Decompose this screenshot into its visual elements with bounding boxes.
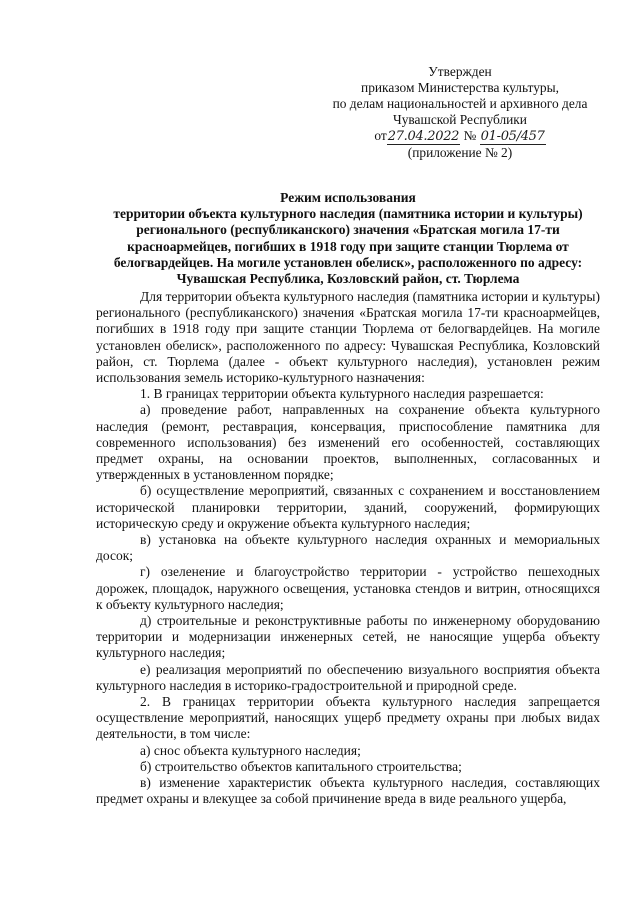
section-1-item-f: е) реализация мероприятий по обеспечению визуального восприятия объекта культурного наследия в историко-градостроительной и природной среде. [96, 661, 600, 693]
number-label: № [463, 128, 477, 143]
approval-date-number [330, 128, 590, 145]
handwritten-date: 27.04.2022 [387, 129, 460, 144]
document-title [96, 190, 600, 287]
approval-ministry: по делам национальностей и архивного дела [332, 96, 588, 111]
intro-paragraph: Для территории объекта культурного наследия (памятника истории и культуры) регионального (республиканского) значения «Братская могила 17-ти красноармейцев, погибших в 1918 году при защите станции Тюрлема от белогвардейцев. На могиле установлен обелиск», расположенного по адресу: Чувашская Республика, Козловский район, ст. Тюрлема (далее - объект культурного наследия), установлен режим использования земель историко-культурного назначения: [96, 289, 600, 386]
title-line-2: территории объекта культурного наследия (памятника истории и культуры) [113, 206, 583, 222]
section-1-item-c: в) установка на объекте культурного наследия охранных и мемориальных досок; [96, 532, 600, 564]
title-line-5: белогвардейцев. На могиле установлен обелиск», расположенного по адресу: [113, 254, 583, 270]
section-1-item-b: б) осуществление мероприятий, связанных с сохранением и восстановлением исторической планировки территории, зданий, сооружений, формирующих историческую среду и окружение объекта культурного наследия; [96, 483, 600, 531]
approval-order: приказом Министерства культуры, [361, 80, 559, 95]
section-1-item-a: а) проведение работ, направленных на сохранение объекта культурного наследия (ремонт, реставрация, консервация, приспособление памятника для современного использования) без изменений его особенностей, составляющих предмет охраны, на основании проектов, выполненных, согласованных и утвержденных в установленном порядке; [96, 402, 600, 483]
title-line-6: Чувашская Республика, Козловский район, ст. Тюрлема [176, 271, 520, 287]
from-label: от [374, 128, 387, 143]
approval-republic: Чувашской Республики [393, 112, 527, 127]
title-line-4: красноармейцев, погибших в 1918 году при защите станции Тюрлема от [127, 238, 569, 254]
section-2-item-c: в) изменение характеристик объекта культурного наследия, составляющих предмет охраны и влекущее за собой причинение вреда в виде реального ущерба, [96, 775, 600, 807]
section-1-item-e: д) строительные и реконструктивные работы по инженерному оборудованию территории и модернизации инженерных сетей, не наносящие ущерба объекту культурного наследия; [96, 613, 600, 661]
approval-block [330, 64, 590, 161]
section-2-item-a: а) снос объекта культурного наследия; [140, 742, 361, 758]
title-line-3: регионального (республиканского) значения «Братская могила 17-ти [136, 222, 560, 238]
appendix-label: (приложение № 2) [407, 145, 513, 160]
section-2-heading: 2. В границах территории объекта культурного наследия запрещается осуществление мероприятий, наносящих ущерб предмету охраны при любых видах деятельности, в том числе: [96, 694, 600, 742]
section-2-item-b: б) строительство объектов капитального строительства; [140, 758, 462, 774]
handwritten-number: 01-05/457 [480, 129, 545, 144]
document-body [96, 289, 600, 808]
approval-heading: Утвержден [428, 64, 492, 79]
section-1-item-d: г) озеленение и благоустройство территории - устройство пешеходных дорожек, площадок, наружного освещения, установка стендов и витрин, относящихся к объекту культурного наследия; [96, 564, 600, 612]
title-line-1: Режим использования [280, 190, 416, 205]
section-1-heading: 1. В границах территории объекта культурного наследия разрешается: [140, 386, 544, 402]
